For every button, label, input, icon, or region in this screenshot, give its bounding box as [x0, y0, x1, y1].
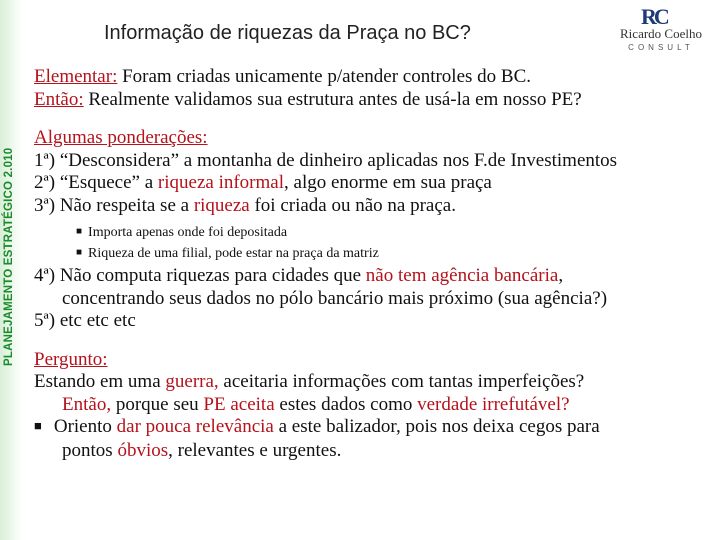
pergunto-l2-b: porque seu	[111, 393, 204, 415]
oriento-highlight: dar pouca relevância	[116, 416, 274, 437]
slide-title: Informação de riquezas da Praça no BC?	[104, 22, 471, 44]
ponderacao-item-3	[34, 195, 718, 218]
company-logo	[605, 2, 715, 58]
pergunto-l1-a: Estando em uma	[34, 371, 166, 392]
square-bullet-icon: ■	[76, 226, 83, 237]
ponderacao-item-2	[34, 172, 718, 195]
item3-highlight: riqueza	[193, 194, 250, 216]
entao-line	[34, 89, 718, 112]
sub-bullet-2-text: Riqueza de uma filial, pode estar na praça da matriz	[88, 246, 379, 261]
oriento-bullet	[34, 416, 718, 440]
item4-text-a: 4ª) Não computa riquezas para cidades que	[34, 265, 366, 286]
ponderacao-item-4-cont: concentrando seus dados no pólo bancário mais próximo (sua agência?)	[62, 287, 608, 309]
entao-label: Então:	[34, 88, 84, 110]
item4-text-c: ,	[558, 265, 564, 286]
pergunto-heading: Pergunto:	[34, 348, 108, 370]
pergunto-l2-d: estes dados como	[274, 393, 418, 415]
sub-bullet-2	[34, 244, 718, 265]
pergunto-l1-c: aceitaria informações com tantas imperfeições?	[218, 371, 585, 392]
entao-text: Realmente validamos sua estrutura antes de usá-la em nosso PE?	[83, 88, 582, 110]
ponderacao-item-5: 5ª) etc etc etc	[34, 310, 136, 331]
sub-bullet-1	[34, 223, 718, 244]
oriento-bullet-cont	[34, 440, 718, 463]
logo-name: Ricardo Coelho	[620, 26, 702, 41]
oriento-cont-a: pontos	[62, 439, 118, 461]
sub-bullet-1-text: Importa apenas onde foi depositada	[88, 225, 288, 240]
ponderacao-item-1: 1ª) “Desconsidera” a montanha de dinheiro aplicadas nos F.de Investimentos	[34, 149, 618, 171]
pergunto-line-2	[34, 394, 718, 417]
pergunto-l2-verdade: verdade irrefutável?	[417, 393, 570, 415]
square-bullet-icon: ■	[76, 247, 83, 258]
elementar-text: Foram criadas unicamente p/atender controles do BC.	[117, 66, 532, 87]
item2-text-a: 2ª) “Esquece” a	[34, 172, 158, 193]
sidebar-band	[0, 0, 22, 540]
item3-text-c: foi criada ou não na praça.	[249, 194, 456, 216]
slide-body	[34, 66, 718, 462]
logo-tagline: CONSULT	[628, 43, 694, 52]
oriento-cont-c: , relevantes e urgentes.	[168, 439, 342, 461]
pergunto-l2-entao: Então,	[62, 393, 112, 415]
pergunto-line-1	[34, 371, 718, 394]
elementar-label: Elementar:	[34, 66, 118, 87]
pergunto-l1-highlight: guerra,	[165, 371, 219, 392]
ponderacao-item-4	[34, 265, 718, 288]
item2-text-c: , algo enorme em sua praça	[284, 172, 492, 193]
oriento-text-c: a este balizador, pois nos deixa cegos para	[273, 416, 600, 437]
oriento-text-a: Oriento	[53, 416, 117, 437]
item4-highlight: não tem agência bancária	[365, 265, 559, 286]
sidebar-label-text: PLANEJAMENTO ESTRATÉGICO 2.010	[3, 147, 15, 366]
item3-text-a: 3ª) Não respeita se a	[34, 194, 194, 216]
square-bullet-icon: ■	[34, 418, 42, 433]
oriento-cont-highlight: óbvios	[117, 439, 169, 461]
elementar-line	[34, 66, 718, 89]
item2-highlight: riqueza informal	[157, 172, 285, 193]
ponderacoes-heading: Algumas ponderações:	[34, 127, 208, 148]
sidebar-vertical-label	[1, 147, 23, 366]
pergunto-l2-pe: PE aceita	[203, 393, 275, 415]
logo-mark-icon: RC	[641, 4, 667, 29]
